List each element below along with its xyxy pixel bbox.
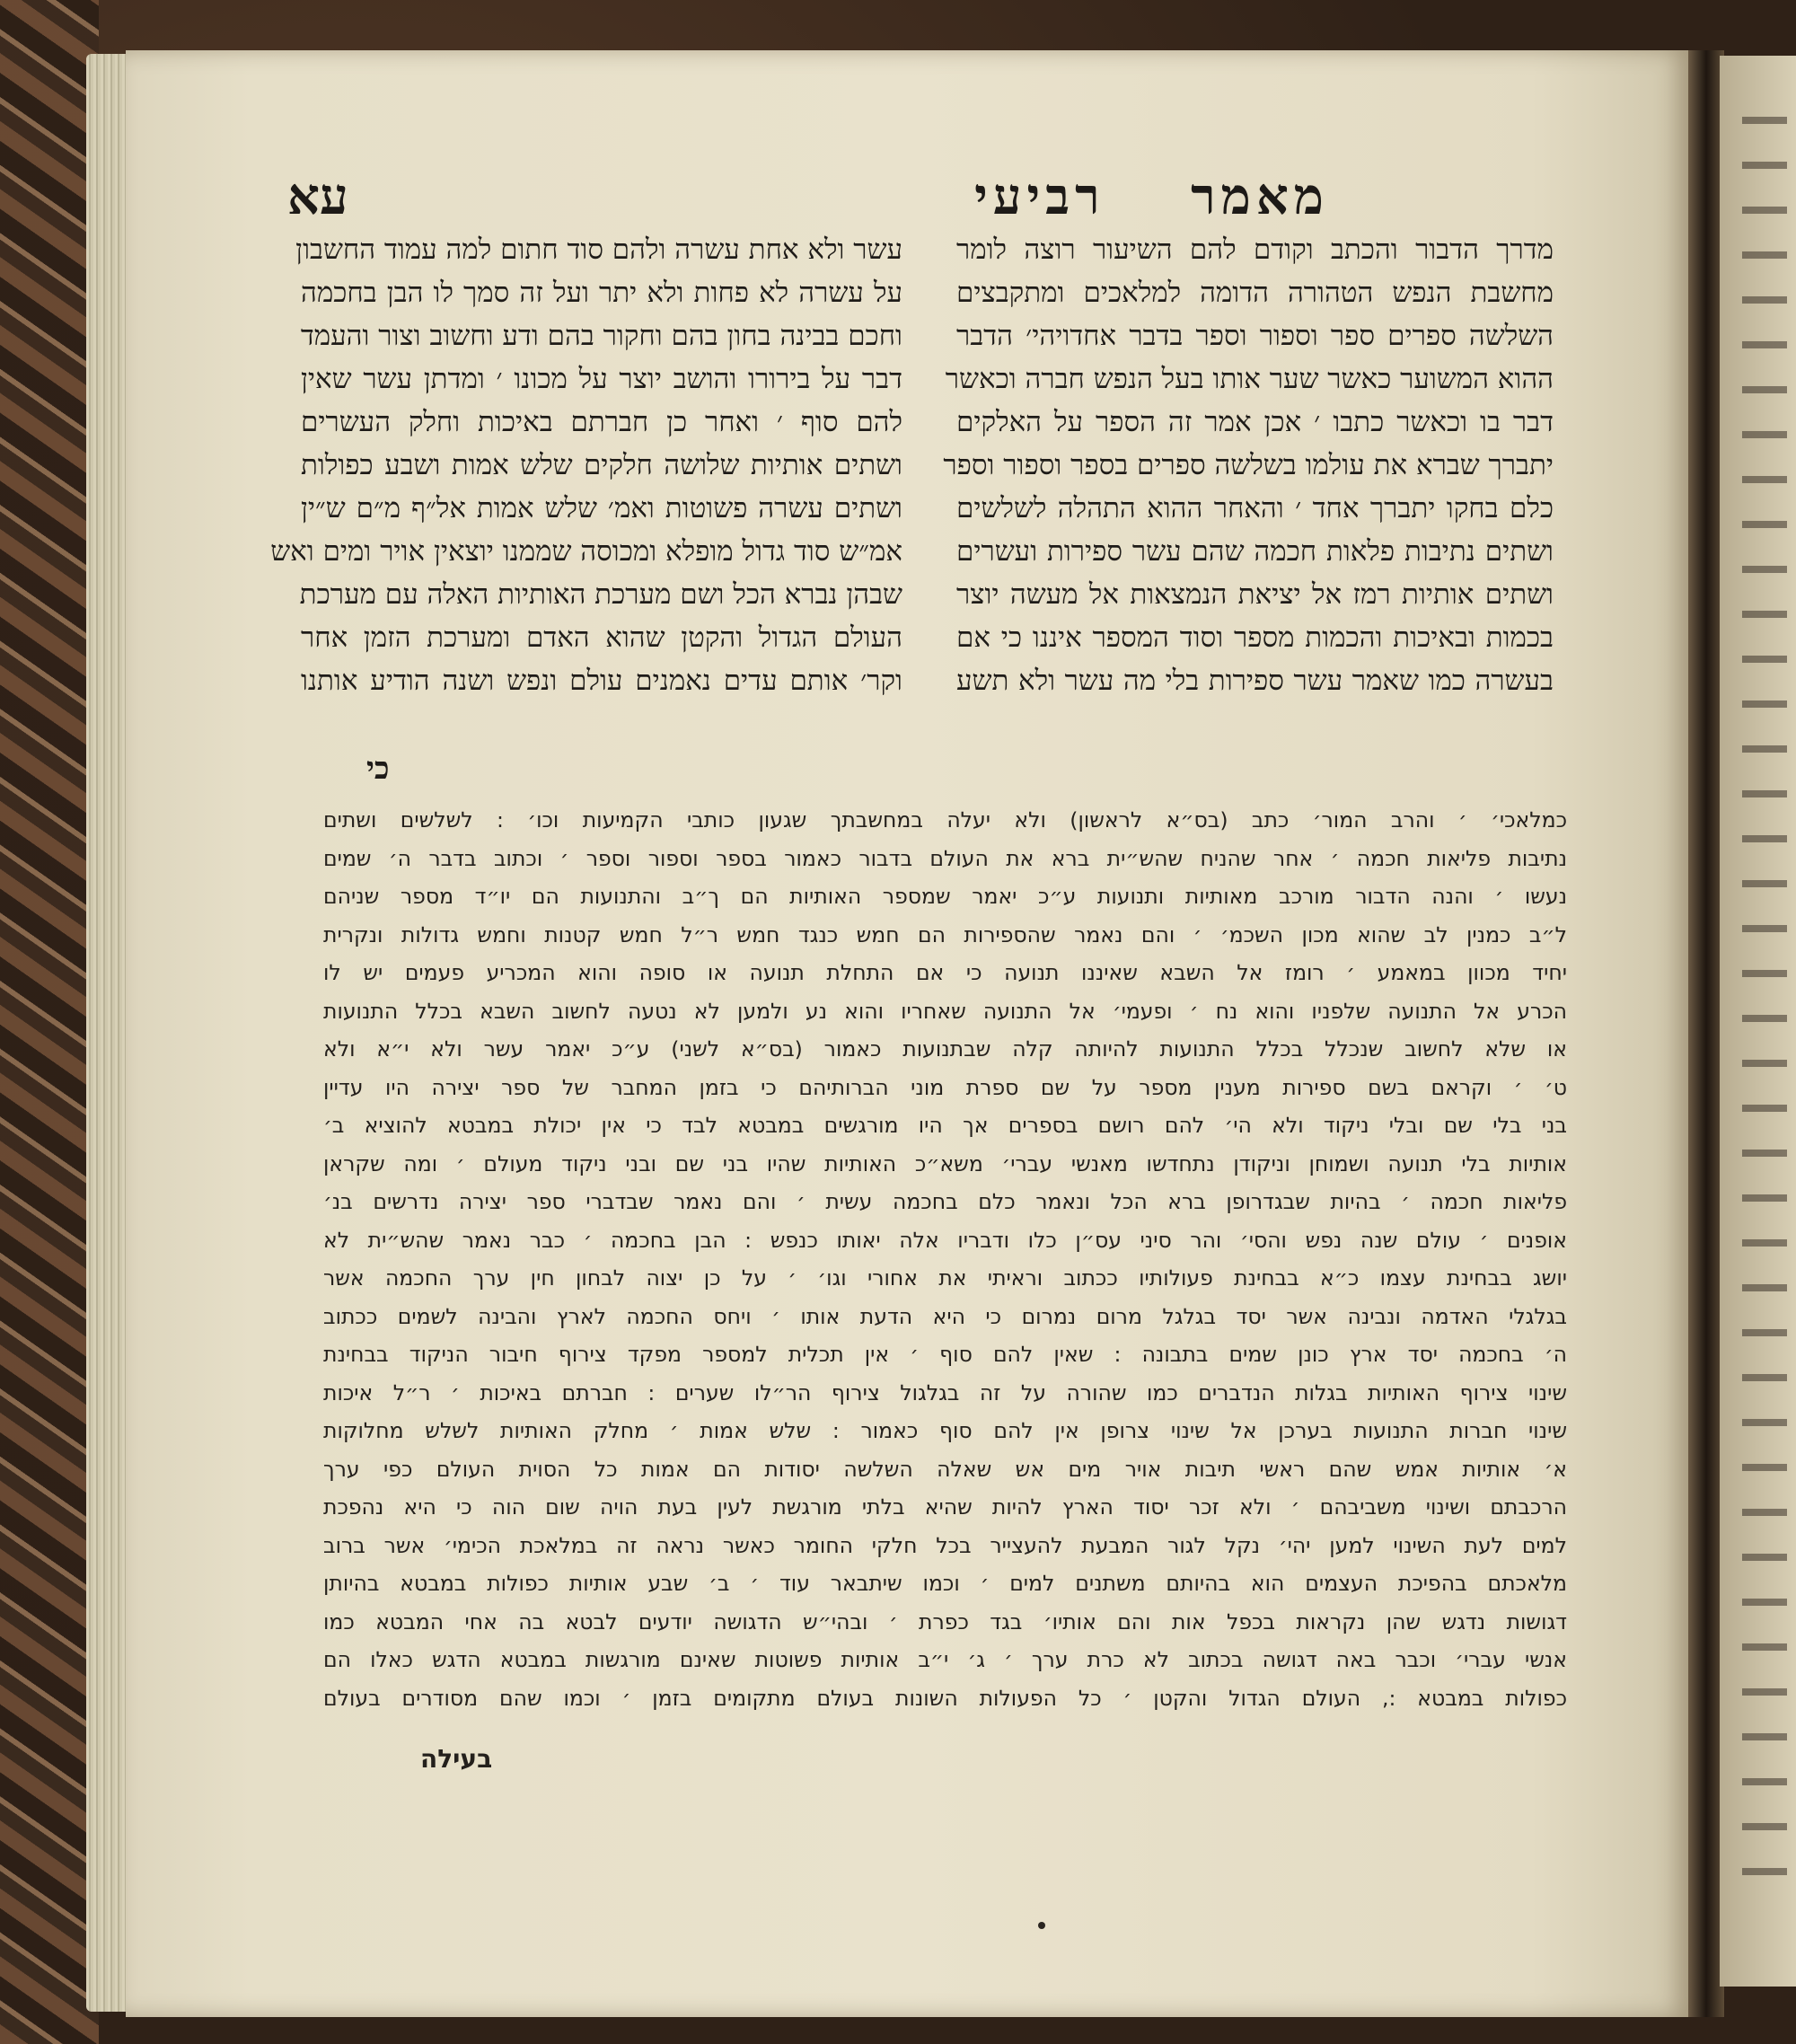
commentary-line: אופנים ׳ עולם שנה נפש והסי׳ והר סיני עס״ן כלו ודבריו אלה יאותו כנפש : הבן בחכמה ׳ כבר נאמר שהש״ית לא — [323, 1227, 1567, 1253]
commentary-line: שינוי צירוף האותיות בגלות הנדברים כמו שהורה על זה בגלגול צירוף הר״לו שערים : חברתם באיכות ׳ ר״ל איכות — [323, 1379, 1567, 1405]
commentary-line: א׳ אותיות אמש שהם ראשי תיבות אויר מים אש שאלה השלשה יסודות הם אמות כל הסוית העולם כפי ערך — [323, 1456, 1567, 1482]
text-line: כלם בחקו יתברך אחד ׳ והאחר ההוא התהלה לשלשים — [956, 492, 1554, 524]
facing-page-text-mark — [1742, 1733, 1787, 1740]
facing-page-text-mark — [1742, 207, 1787, 214]
facing-page-text-mark — [1742, 1868, 1787, 1875]
text-line: עשר ולא אחת עשרה ולהם סוד חתום למה עמוד החשבון — [295, 233, 902, 266]
facing-page-text-mark — [1742, 835, 1787, 842]
facing-page-text-mark — [1742, 1060, 1787, 1067]
facing-page-text-mark — [1742, 700, 1787, 708]
commentary-line: שינוי חברות התנועות בערכן אל שינוי צרופן אין להם סוף כאמור : שלש אמות ׳ מחלק האותיות לשלש מחלוקות — [323, 1418, 1567, 1443]
facing-page-text-mark — [1742, 611, 1787, 618]
facing-page-text-mark — [1742, 1150, 1787, 1157]
facing-page-text-mark — [1742, 970, 1787, 977]
chapter-word-1: מאמר — [1191, 167, 1329, 226]
text-line: השלשה ספרים ספר וספור וספר בדבר אחדויהי׳ הדבר — [956, 320, 1554, 352]
facing-page-text-mark — [1742, 656, 1787, 663]
commentary-line: נתיבות פליאות חכמה ׳ אחר שהניח שהש״ית ברא את העולם בדבור כאמור בספר וספור וספר ׳ וכתוב בדבר ה׳ שמים — [323, 845, 1567, 871]
text-line: יתברך שברא את עולמו בשלשה ספרים בספר וספור וספר — [943, 449, 1554, 481]
facing-page-text-mark — [1742, 1464, 1787, 1471]
facing-page-text-mark — [1742, 1823, 1787, 1830]
facing-page-text-mark — [1742, 386, 1787, 393]
facing-page-text-mark — [1742, 431, 1787, 438]
text-line: וקר׳ אותם עדים נאמנים עולם ונפש ושנה הודיע אותנו — [301, 665, 902, 697]
facing-page-text-mark — [1742, 1688, 1787, 1696]
text-line: ושתים נתיבות פלאות חכמה שהם עשר ספירות ועשרים — [956, 535, 1554, 568]
text-line: ההוא המשוער כאשר שער אותו בעל הנפש חברה וכאשר — [945, 363, 1554, 395]
facing-page-text-mark — [1742, 1599, 1787, 1606]
commentary-line: הרכבתם ושינוי משביבהם ׳ ולא זכר יסוד הארץ להיות שהיא בלתי מורגשת לעין בעת הויה שום הוה כי היא נהפכת — [323, 1494, 1567, 1520]
facing-page-text-mark — [1742, 566, 1787, 573]
commentary-line: אותיות בלי תנועה ושמוחן וניקודן נתחדשו מאנשי עברי׳ משא״כ האותיות שהיו בני שם ובני ניקוד מעולם ׳ ומה שקראן — [323, 1150, 1567, 1176]
facing-page-text-mark — [1742, 1778, 1787, 1785]
commentary-block — [323, 801, 1567, 1717]
text-line: אמ״ש סוד גדול מופלא ומכוסה שממנו יוצאין אויר ומים ואש — [270, 535, 902, 568]
commentary-line: ה׳ בחכמה יסד ארץ כונן שמים בתבונה : שאין להם סוף ׳ אין תכלית למספר מפקד צירוף חיבור הניקוד בבחינת — [323, 1342, 1567, 1367]
text-line: ושתים עשרה פשוטות ואמ׳ שלש אמות אל״ף מ״ם ש״ין — [301, 492, 902, 524]
facing-page-text-mark — [1742, 1105, 1787, 1112]
marbled-cover — [0, 0, 99, 2044]
chapter-title — [974, 167, 1329, 226]
commentary-line: הכרע אל התנועה שלפניו והוא נח ׳ ופעמי׳ אל התנועה שאחריו והוא נע ולמען לא נטעה לחשוב השבא בכלל התנועות — [323, 998, 1567, 1024]
chapter-word-2: רביעי — [974, 167, 1105, 226]
facing-page-text-mark — [1742, 162, 1787, 169]
main-text-right-column — [943, 228, 1554, 702]
facing-page-text-mark — [1742, 117, 1787, 124]
commentary-line: מלאכתם בהפיכת העצמים הוא בהיותם משתנים למים ׳ וכמו שיתבאר עוד ׳ ב׳ שבע אותיות כפולות במבטא בהיותן — [323, 1571, 1567, 1596]
main-text-catchword: כי — [366, 751, 390, 787]
text-line: בעשרה כמו שאמר עשר ספירות בלי מה עשר ולא תשע — [956, 665, 1554, 697]
commentary-line: בגלגלי האדמה ונבינה אשר יסד בגלגל מרום נמרום כי היא הדעת אותו ׳ ויחס החכמה לארץ והבינה לשמים ככתוב — [323, 1303, 1567, 1329]
commentary-line: דגושות נדגש שהן נקראות בכפל אות והם אותיו׳ בגד כפרת ׳ ובהי״ש הדגושה יודעים לבטא בה אחי המבטא כמו — [323, 1608, 1567, 1634]
text-line: ושתים אותיות רמז אל יציאת הנמצאות אל מעשה יוצר — [956, 578, 1554, 611]
main-text-left-column — [270, 228, 902, 702]
commentary-line: למים לעת השינוי למען יהי׳ נקל לגור המבעת להעצייר בכל חלקי החומר כאשר נראה זה במלאכת הכימי׳ אשר ברוב — [323, 1532, 1567, 1558]
facing-page-text-mark — [1742, 476, 1787, 483]
commentary-line: או שלא לחשוב שנכלל בכלל התנועות להיותה קלה שבתנועות כאמור (בס״א לשני) ע״כ יאמר עשר ולא י״א ולא — [323, 1036, 1567, 1062]
text-line: דבר בו וכאשר כתבו ׳ אכן אמר זה הספר על האלקים — [956, 406, 1554, 438]
text-line: על עשרה לא פחות ולא יתר ועל זה סמך לו הבן בחכמה — [301, 277, 902, 309]
commentary-line: אנשי עברי׳ וכבר באה דגושה בכתוב לא כרת ערך ׳ ג׳ י״ב אותיות פשוטות שאינם מורגשות במבטא הדגש כאלו הם — [323, 1647, 1567, 1672]
facing-page-text-mark — [1742, 1329, 1787, 1336]
facing-page-text-mark — [1742, 521, 1787, 528]
commentary-line: נעשו ׳ והנה הדבור מורכב מאותיות ותנועות ע״כ יאמר שמספר האותיות הם ך״ב והתנועות הם יו״ד מספר שניהם — [323, 884, 1567, 909]
text-line: העולם הגדול והקטן שהוא האדם ומערכת הזמן אחר — [301, 621, 902, 654]
facing-page-text-mark — [1742, 1284, 1787, 1291]
text-line: דבר על בירורו והושב יוצר על מכונו ׳ ומדתן עשר שאין — [301, 363, 902, 395]
facing-page-text-mark — [1742, 251, 1787, 259]
commentary-line: ל״ב כמנין לב שהוא מכון השכמ׳ ׳ והם נאמר שהספירות הם חמש כנגד חמש ר״ל חמש קטנות וחמש גדולות ונקרית — [323, 921, 1567, 947]
text-line: מחשבת הנפש הטהורה הדומה למלאכים ומתקבצים — [956, 277, 1554, 309]
commentary-catchword: בעילה — [420, 1744, 493, 1774]
text-line: להם סוף ׳ ואחר כן חברתם באיכות וחלק העשרים — [301, 406, 902, 438]
facing-page-text-mark — [1742, 1194, 1787, 1202]
facing-page-text-mark — [1742, 1419, 1787, 1426]
facing-page-text-mark — [1742, 745, 1787, 753]
facing-page-text-mark — [1742, 1374, 1787, 1381]
book-gutter — [1688, 50, 1724, 2017]
facing-page-text-mark — [1742, 1015, 1787, 1022]
facing-page-text-mark — [1742, 1239, 1787, 1247]
text-line: שבהן נברא הכל ושם מערכת האותיות האלה עם מערכת — [299, 578, 902, 611]
text-line: וחכם בבינה בחון בהם וחקור בהם ודע וחשוב וצור והעמד — [300, 320, 902, 352]
text-line: מדרך הדבור והכתב וקודם להם השיעור רוצה לומר — [956, 233, 1554, 266]
facing-page-text-mark — [1742, 1643, 1787, 1651]
commentary-line: בני בלי שם ובלי ניקוד ולא הי׳ להם רושם בספרים אך היו מורגשים במבטא לבד כי אין יכולת במבטא להוציא ב׳ — [323, 1113, 1567, 1138]
facing-page-text-mark — [1742, 790, 1787, 797]
commentary-line: פליאות חכמה ׳ בהיות שבגדרופן ברא הכל ונאמר כלם בחכמה עשית ׳ והם נאמר שבדברי ספר יצירה נדרשים בנ׳ — [323, 1189, 1567, 1214]
facing-page-text-mark — [1742, 296, 1787, 304]
facing-page-text-mark — [1742, 880, 1787, 887]
facing-page-text-mark — [1742, 341, 1787, 348]
facing-page-text-mark — [1742, 1554, 1787, 1561]
text-line: ושתים אותיות שלושה חלקים שלש אמות ושבע כפולות — [301, 449, 902, 481]
commentary-line: ט׳ ׳ וקראם בשם ספירות מענין מספר על שם ספרת מוני הברותיהם כי בזמן המחבר של ספר יצירה היו עדיין — [323, 1074, 1567, 1100]
facing-page-text-mark — [1742, 1509, 1787, 1516]
commentary-line: כמלאכי׳ ׳ והרב המור׳ כתב (בס״א לראשון) ולא יעלה במחשבתך שגעון כותבי הקמיעות וכו׳ : לשלשים ושתים — [323, 807, 1567, 833]
commentary-line: יושג בבחינת עצמו כ״א בבחינת פעולותיו ככתוב וראיתי את אחורי וגו׳ ׳ על כן יצוה לבחון חין ערך החכמה אשר — [323, 1265, 1567, 1291]
facing-page-text-mark — [1742, 925, 1787, 932]
signature-dot — [1038, 1922, 1045, 1929]
folio-number: עא — [287, 167, 348, 226]
text-line: בכמות ובאיכות והכמות מספר וסוד המספר איננו כי אם — [956, 621, 1554, 654]
commentary-line: כפולות במבטא :, העולם הגדול והקטן ׳ כל הפעולות השונות בעולם מתקומים בזמן ׳ וכמו שהם מסודרים בעולם — [323, 1685, 1567, 1711]
commentary-line: יחיד מכוון במאמע ׳ רומז אל השבא שאיננו תנועה כי אם התחלת תנועה או סופה והוא המכריע פעמים יש לו — [323, 960, 1567, 985]
